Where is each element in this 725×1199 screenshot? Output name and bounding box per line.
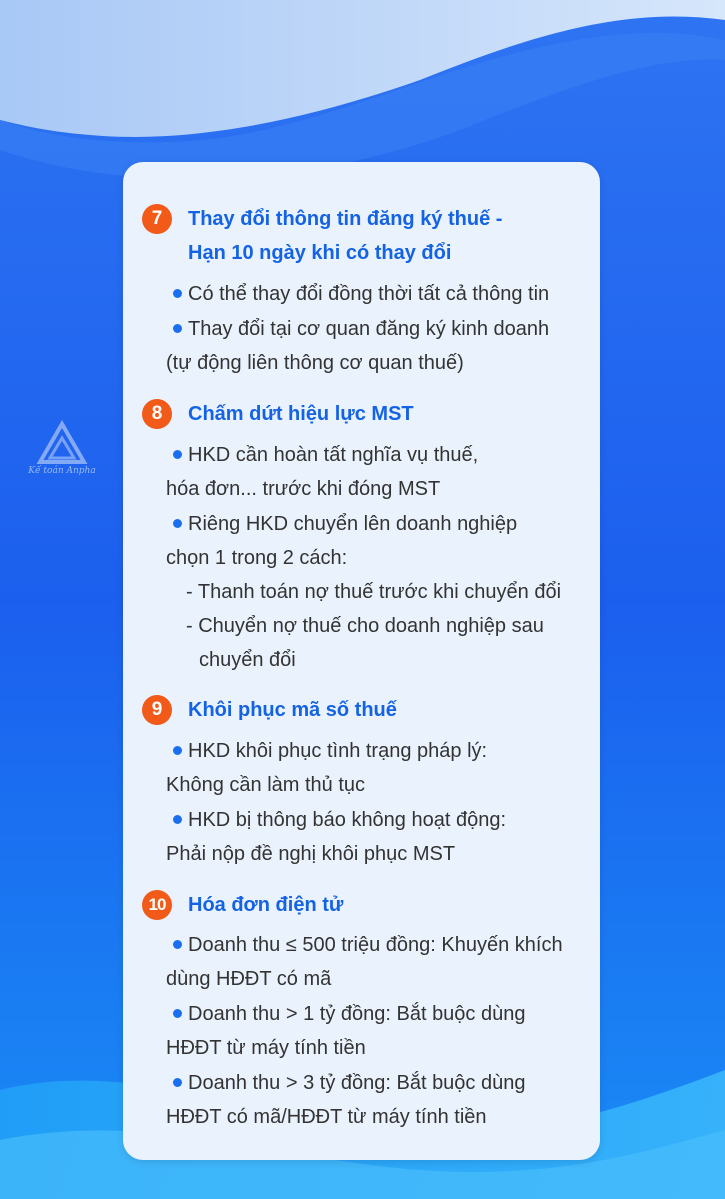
bullet-dot-icon [173, 519, 182, 528]
bullet-item: Thay đổi tại cơ quan đăng ký kinh doanh [166, 312, 549, 346]
brand-logo [22, 420, 102, 490]
bullet-item: Riêng HKD chuyển lên doanh nghiệp [166, 507, 517, 541]
sub-item: - Chuyển nợ thuế cho doanh nghiệp sau [186, 615, 544, 637]
bullet-continuation: Không cần làm thủ tục [166, 774, 366, 796]
bullet-dot-icon [173, 289, 182, 298]
bullet-continuation: Phải nộp đề nghị khôi phục MST [166, 843, 456, 865]
section-title: Khôi phục mã số thuế [188, 699, 397, 721]
bullet-continuation: HĐĐT có mã/HĐĐT từ máy tính tiền [166, 1106, 487, 1128]
section-title: Chấm dứt hiệu lực MST [188, 403, 414, 425]
section-number-badge: 8 [142, 399, 172, 429]
bullet-dot-icon [173, 324, 182, 333]
bullet-item: HKD cần hoàn tất nghĩa vụ thuế, [166, 438, 478, 472]
bullet-item: HKD khôi phục tình trạng pháp lý: [166, 734, 487, 768]
bullet-item: Doanh thu > 3 tỷ đồng: Bắt buộc dùng [166, 1066, 525, 1100]
bullet-continuation: (tự động liên thông cơ quan thuế) [166, 352, 464, 374]
content-card [123, 162, 600, 1160]
bullet-dot-icon [173, 940, 182, 949]
bullet-item: HKD bị thông báo không hoạt động: [166, 803, 506, 837]
bullet-continuation: dùng HĐĐT có mã [166, 968, 332, 990]
section-title: Hóa đơn điện tử [188, 894, 344, 916]
sub-item: - Thanh toán nợ thuế trước khi chuyển đổi [186, 581, 562, 603]
bullet-dot-icon [173, 450, 182, 459]
bullet-dot-icon [173, 1009, 182, 1018]
logo-text: Kế toán Anpha [28, 466, 96, 476]
bullet-dot-icon [173, 815, 182, 824]
triangle-logo-icon [22, 420, 102, 468]
bullet-item: Doanh thu ≤ 500 triệu đồng: Khuyến khích [166, 928, 563, 962]
bullet-item: Doanh thu > 1 tỷ đồng: Bắt buộc dùng [166, 997, 525, 1031]
bullet-continuation: HĐĐT từ máy tính tiền [166, 1037, 366, 1059]
section-number-badge: 10 [142, 890, 172, 920]
bullet-dot-icon [173, 746, 182, 755]
section-title: Hạn 10 ngày khi có thay đổi [188, 242, 452, 264]
bullet-continuation: chọn 1 trong 2 cách: [166, 547, 348, 569]
bullet-item: Có thể thay đổi đồng thời tất cả thông tin [166, 277, 549, 311]
bullet-continuation: hóa đơn... trước khi đóng MST [166, 478, 441, 500]
sub-item-continuation: chuyển đổi [199, 649, 296, 671]
section-number-badge: 9 [142, 695, 172, 725]
section-number-badge: 7 [142, 204, 172, 234]
section-title: Thay đổi thông tin đăng ký thuế - [188, 208, 503, 230]
bullet-dot-icon [173, 1078, 182, 1087]
